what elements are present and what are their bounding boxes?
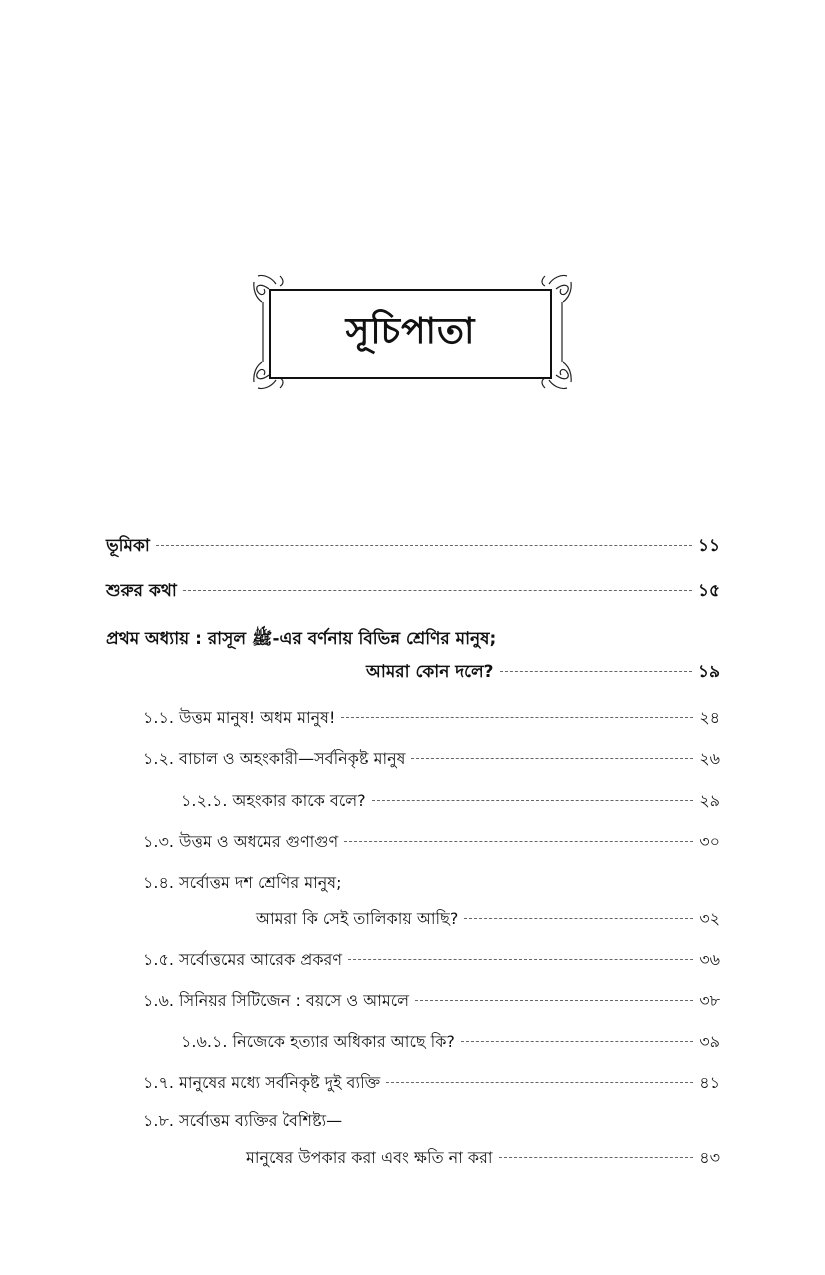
leader-dots [344,841,693,842]
leader-dots [183,590,692,591]
toc-entry-page: ৩৯ [699,1032,720,1051]
toc-entry-shurur-kotha[interactable] [106,578,720,606]
title-box [269,289,552,379]
toc-entry-label: ১.১. উত্তম মানুষ! অধম মানুষ! [143,708,336,727]
toc-section-1-4[interactable] [256,906,720,933]
leader-dots [341,717,693,718]
leader-dots [411,758,693,759]
toc-entry-label: শুরুর কথা [106,581,177,601]
toc-entry-label: মানুষের উপকার করা এবং ক্ষতি না করা [246,1148,493,1167]
toc-section-1-6[interactable] [143,988,720,1015]
toc-entry-page: ৪৩ [699,1148,720,1167]
leader-dots [499,1157,694,1158]
toc-entry-label: ১.২.১. অহংকার কাকে বলে? [181,791,366,810]
toc-section-1-2[interactable] [143,746,720,773]
toc-entry-page: ৩০ [699,832,720,851]
leader-dots [348,959,693,960]
leader-dots [500,671,692,672]
leader-dots [415,1000,693,1001]
toc-entry-page: ৩৬ [699,950,720,969]
leader-dots [461,1041,693,1042]
leader-dots [464,918,693,919]
toc-section-1-1[interactable] [143,705,720,732]
toc-entry-page: ১৯ [697,662,720,682]
toc-entry-label: ১.৭. মানুষের মধ্যে সর্বনিকৃষ্ট দুই ব্যক্তি [143,1073,381,1092]
toc-entry-label: ১.২. বাচাল ও অহংকারী—সর্বনিকৃষ্ট মানুষ [143,749,406,768]
toc-chapter-1[interactable] [366,659,720,687]
toc-section-1-8-line-1[interactable]: ১.৮. সর্বোত্তম ব্যক্তির বৈশিষ্ট্য— [143,1111,343,1130]
toc-section-1-5[interactable] [143,947,720,974]
toc-entry-label: ১.৬.১. নিজেকে হত্যার অধিকার আছে কি? [181,1032,455,1051]
toc-entry-label: আমরা কি সেই তালিকায় আছি? [256,909,459,928]
toc-entry-bhumika[interactable] [106,533,720,561]
toc-entry-label: ১.৩. উত্তম ও অধমের গুণাগুণ [143,832,339,851]
leader-dots [156,545,692,546]
toc-entry-page: ৩২ [699,909,720,928]
toc-section-1-3[interactable] [143,829,720,856]
leader-dots [372,800,694,801]
page-title: সূচিপাতা [345,311,476,352]
toc-entry-page: ১৫ [697,581,720,601]
toc-entry-label: ভূমিকা [106,536,150,556]
title-frame [250,272,575,392]
toc-entry-page: ২৬ [699,749,720,768]
toc-entry-label: আমরা কোন দলে? [366,662,494,682]
toc-entry-page: ২৪ [699,708,720,727]
toc-section-1-4-line-1[interactable]: ১.৪. সর্বোত্তম দশ শ্রেণির মানুষ; [143,873,342,892]
toc-entry-label: ১.৬. সিনিয়র সিটিজেন : বয়সে ও আমলে [143,991,410,1010]
toc-section-1-6-1[interactable] [181,1029,720,1056]
toc-chapter-1-line-1[interactable]: প্রথম অধ্যায় : রাসূল ﷺ-এর বর্ণনায় বিভিন্ন শ্রেণির মানুষ; [106,629,497,649]
toc-entry-label: ১.৫. সর্বোত্তমের আরেক প্রকরণ [143,950,342,969]
toc-entry-page: ৩৮ [699,991,720,1010]
toc-entry-page: ১১ [697,536,720,556]
toc-section-1-2-1[interactable] [181,788,720,815]
leader-dots [386,1082,693,1083]
toc-section-1-8[interactable] [246,1145,720,1172]
toc-section-1-7[interactable] [143,1070,720,1097]
toc-entry-page: ৪১ [699,1073,720,1092]
toc-entry-page: ২৯ [699,791,720,810]
